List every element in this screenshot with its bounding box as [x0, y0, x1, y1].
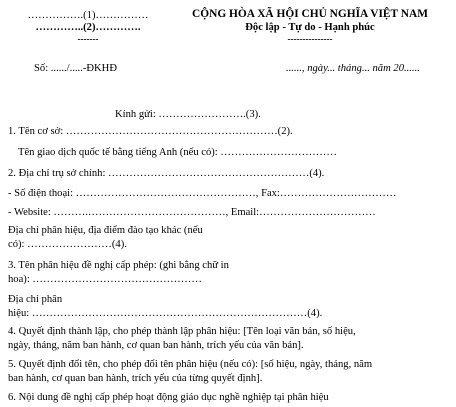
place-date: ......, ngày... tháng... năm 20...... — [286, 63, 420, 74]
field-phone-fax: - Số điện thoại: ……………………………………………, Fax:…………………………… — [8, 188, 397, 199]
document-number: Số: ....../.....-ĐKHĐ — [34, 63, 117, 74]
field-branch-address-label: Địa chỉ phân hiệu, địa điểm đào tạo khác (nếu — [8, 225, 203, 236]
org-rule: ------- — [77, 34, 99, 44]
section-4-line-1: 4. Quyết định thành lập, cho phép thành lập phân hiệu: [Tên loại văn bản, số hiệu, — [8, 326, 356, 337]
field-international-name: Tên giao dịch quốc tế bằng tiếng Anh (nếu có): …………………………… — [18, 147, 337, 158]
field-branch-location-label: Địa chỉ phân — [8, 294, 63, 305]
org-line-2: …………..(2)…………. — [35, 22, 141, 33]
field-facility-name: 1. Tên cơ sở: ……………………………………………………(2). — [8, 126, 293, 137]
addressee: Kính gửi: …………………….(3). — [115, 109, 261, 120]
field-branch-location-value: hiệu: ……………………………………………………………………(4). — [8, 308, 323, 319]
field-branch-address-value: có): ……………………(4). — [8, 239, 127, 250]
section-4-line-2: ngày, tháng, năm ban hành, cơ quan ban hành, trích yếu của văn bản]. — [8, 340, 304, 351]
section-5-line-2: ban hành, cơ quan ban hành, trích yếu của từng quyết định]. — [8, 373, 263, 384]
field-head-office-address: 2. Địa chỉ trụ sở chính: …………………………………………………(4). — [8, 168, 325, 179]
section-6-line-1: 6. Nội dung đề nghị cấp phép hoạt động giáo dục nghề nghiệp tại phân hiệu — [8, 392, 329, 403]
field-branch-name-value: hoa): ………………………………………… — [8, 274, 202, 285]
section-5-line-1: 5. Quyết định đổi tên, cho phép đổi tên phân hiệu (nếu có): [số hiệu, ngày, tháng, năm — [8, 359, 373, 370]
field-branch-name-label: 3. Tên phân hiệu đề nghị cấp phép: (ghi bằng chữ in — [8, 260, 229, 271]
field-website-email: - Website: ……….…………………………………, Email:…………………………… — [8, 207, 376, 218]
national-motto: Độc lập - Tự do - Hạnh phúc — [245, 22, 375, 33]
national-title: CỘNG HÒA XÃ HỘI CHỦ NGHĨA VIỆT NAM — [192, 8, 428, 20]
motto-rule: --------------- — [287, 34, 333, 44]
org-line-1: …………….(1)…………… — [27, 10, 149, 21]
